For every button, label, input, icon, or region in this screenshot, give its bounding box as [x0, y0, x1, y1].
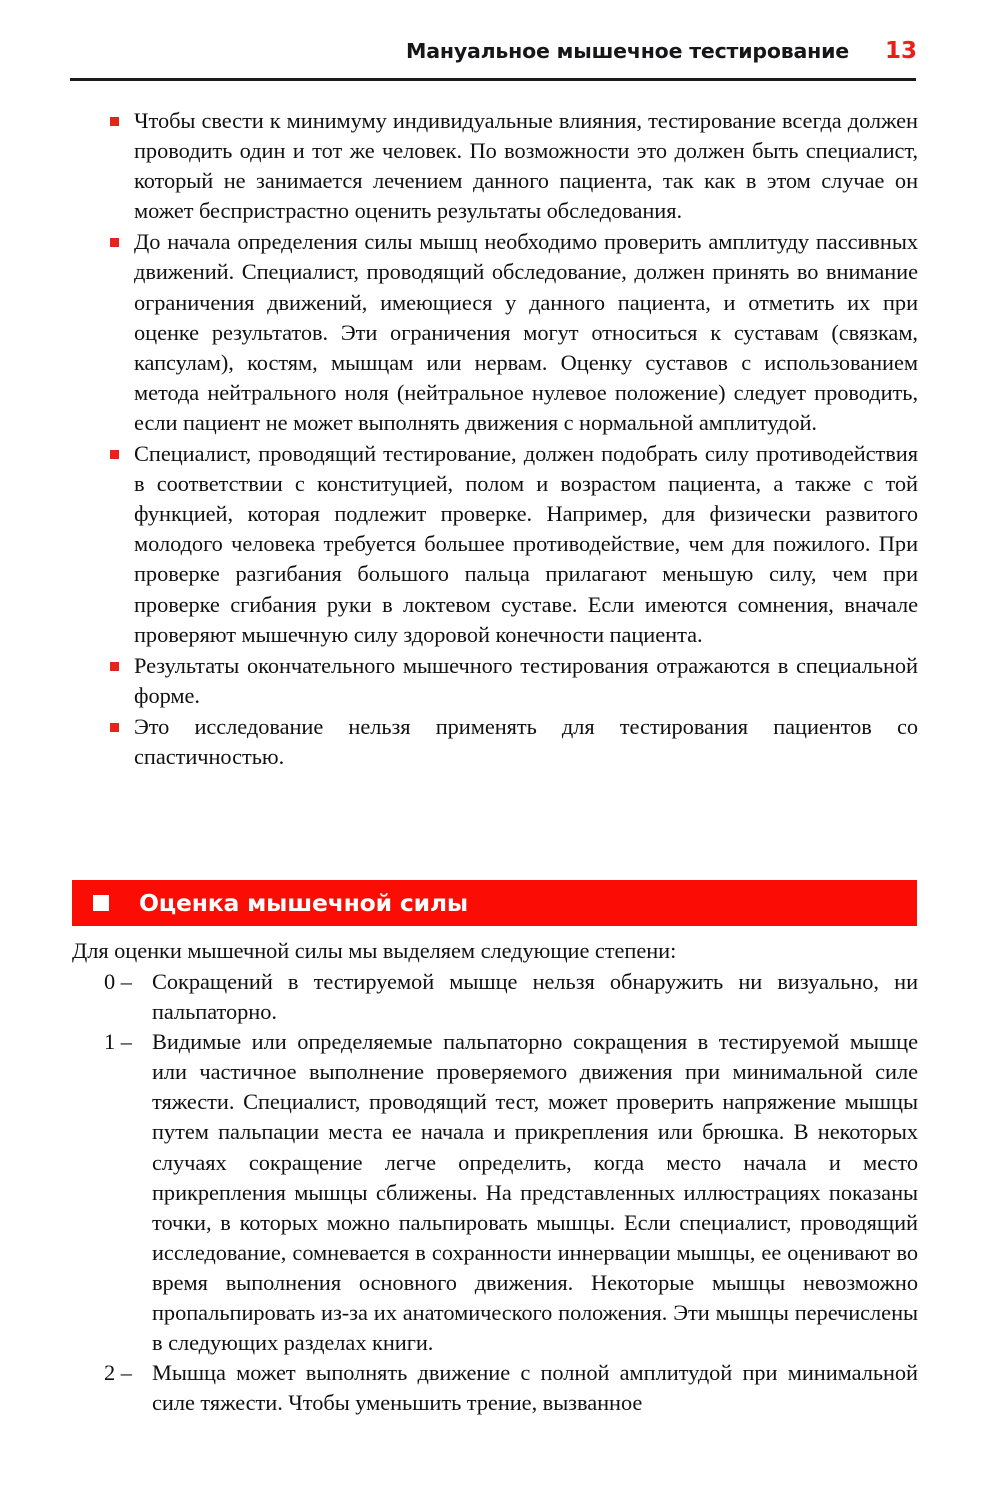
- list-item: [110, 439, 918, 650]
- grade-list-item: [104, 1358, 918, 1418]
- section-heading-banner: [72, 880, 917, 926]
- red-square-bullet-icon: [110, 238, 119, 247]
- red-square-bullet-icon: [110, 723, 119, 732]
- list-item: [110, 651, 918, 711]
- list-item: [110, 106, 918, 226]
- page-number: 13: [884, 38, 917, 64]
- bullet-list: [110, 106, 918, 772]
- section-heading-title: Оценка мышечной силы: [139, 889, 468, 917]
- grade-number: 1 –: [104, 1029, 132, 1055]
- grade-list: [104, 967, 918, 1418]
- grade-list-item: [104, 1027, 918, 1358]
- red-square-bullet-icon: [110, 450, 119, 459]
- page-title: Мануальное мышечное тестирование: [406, 39, 849, 63]
- grade-text: Видимые или определяемые пальпаторно сокращения в тестируемой мышце или частичное выполнение проверяемого движения при минимальной силе тяжести. Специалист, проводящий тест, может проверить напряжение мышцы путем пальпации места ее начала и прикрепления или брюшка. В некоторых случаях сокращение легче определить, когда место начала и место прикрепления мышцы сближены. На представленных иллюстрациях показаны точки, в которых можно пальпировать мышцы. Если специалист, проводящий исследование, сомневается в сохранности иннервации мышцы, ее оценивают во время выполнения основного движения. Некоторые мышцы невозможно пропальпировать из-за их анатомического положения. Эти мышцы перечислены в следующих разделах книги.: [152, 1029, 918, 1356]
- list-item: [110, 712, 918, 772]
- grade-number: 2 –: [104, 1360, 132, 1386]
- grade-text: Сокращений в тестируемой мышце нельзя обнаружить ни визуально, ни пальпаторно.: [152, 969, 918, 1025]
- grade-text: Мышца может выполнять движение с полной амплитудой при минимальной силе тяжести. Чтобы уменьшить трение, вызванное: [152, 1360, 918, 1416]
- list-item-text: До начала определения силы мышц необходимо проверить амплитуду пассивных движений. Специалист, проводящий обследование, должен принять во внимание ограничения движений, имеющиеся у данного пациента, и отметить их при оценке результатов. Эти ограничения могут относиться к суставам (связкам, капсулам), костям, мышцам или нервам. Оценку суставов с использованием метода нейтрального ноля (нейтральное нулевое положение) следует проводить, если пациент не может выполнять движения с нормальной амплитудой.: [134, 229, 918, 435]
- grade-number: 0 –: [104, 969, 132, 994]
- running-head: [70, 38, 917, 72]
- list-item-text: Чтобы свести к минимуму индивидуальные влияния, тестирование всегда должен проводить один и тот же человек. По возможности это должен быть специалист, который не занимается лечением данного пациента, так как в этом случае он может беспристрастно оценить результаты обследования.: [134, 108, 918, 224]
- list-item-text: Специалист, проводящий тестирование, должен подобрать силу противодействия в соответствии с конституцией, полом и возрастом пациента, а также с той функцией, которая подлежит проверке. Например, для физически развитого молодого человека требуется большее противодействие, чем для пожилого. При проверке разгибания большого пальца прилагают меньшую силу, чем при проверке сгибания руки в локтевом суставе. Если имеются сомнения, вначале проверяют мышечную силу здоровой конечности пациента.: [134, 441, 918, 647]
- header-rule: [70, 78, 916, 81]
- list-item: [110, 227, 918, 438]
- grade-list-item: [104, 967, 918, 1027]
- grades-intro-text: Для оценки мышечной силы мы выделяем следующие степени:: [72, 938, 677, 963]
- red-square-bullet-icon: [110, 662, 119, 671]
- red-square-bullet-icon: [110, 117, 119, 126]
- white-square-bullet-icon: [93, 895, 109, 911]
- list-item-text: Это исследование нельзя применять для тестирования пациентов со спастичностью.: [134, 713, 918, 769]
- list-item-text: Результаты окончательного мышечного тестирования отражаются в специальной форме.: [134, 652, 918, 708]
